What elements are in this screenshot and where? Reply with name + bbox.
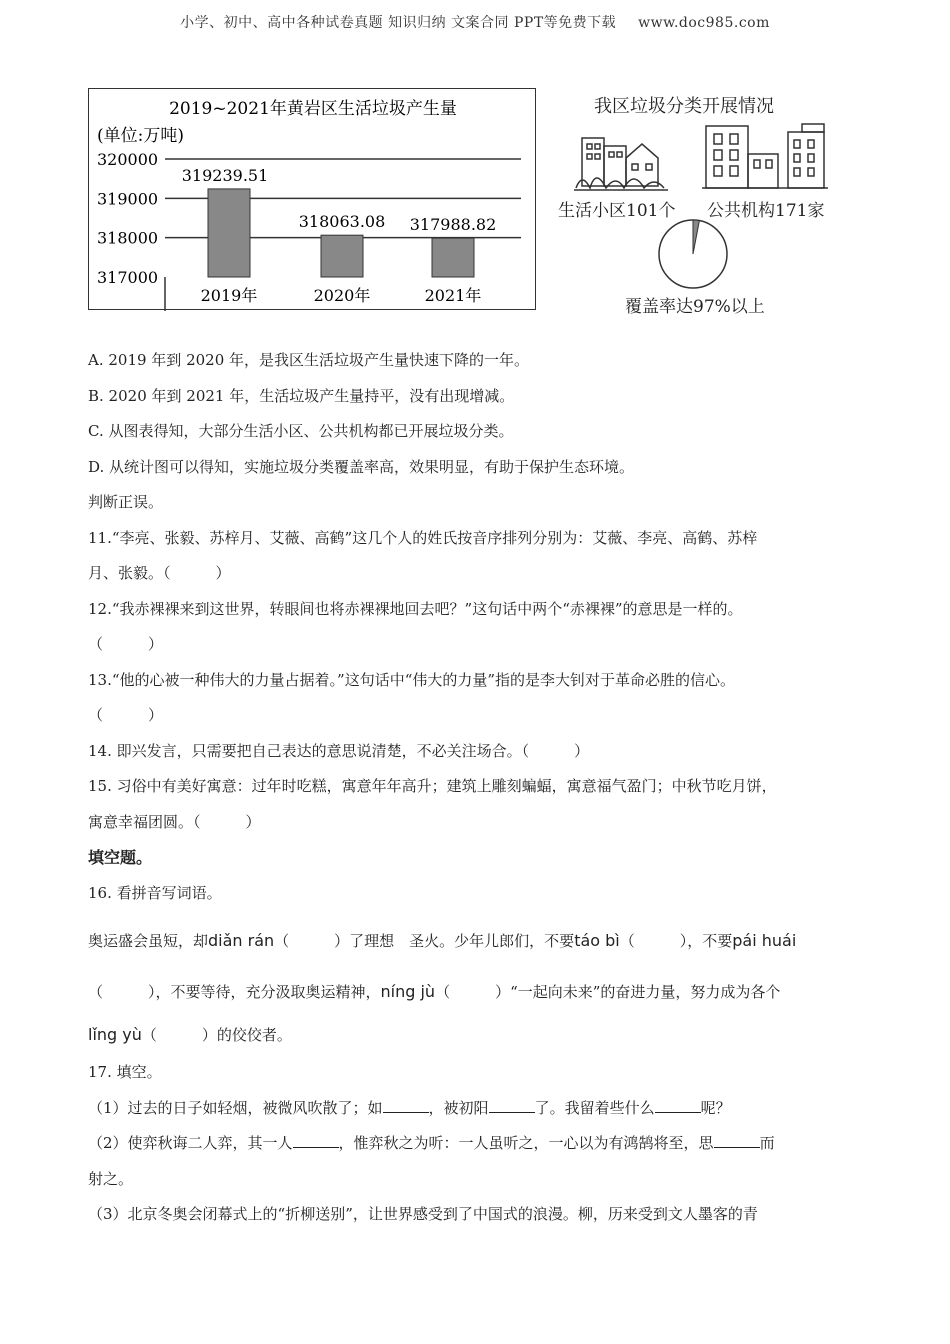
institution-icon (702, 124, 828, 188)
q17-text: 而 (759, 1134, 775, 1152)
question-13-line1: 13.“他的心被一种伟大的力量占据着。”这句话中“伟大的力量”指的是李大钊对于革命必胜的信心。 (88, 670, 736, 689)
question-16-line2 (88, 969, 878, 1015)
q16-text: （ ）了理想 圣火。少年儿郎们，不要 (274, 932, 575, 950)
question-17-1 (88, 1091, 878, 1127)
q17-text: （2）使弈秋诲二人弈，其一人 (88, 1134, 293, 1152)
q17-text: 了。我留着些什么 (534, 1098, 655, 1117)
answer-blank[interactable] (489, 1097, 535, 1113)
question-16-title: 16. 看拼音写词语。 (88, 883, 222, 902)
y-tick-label: 319000 (97, 189, 159, 209)
chart-canvas (89, 89, 537, 311)
y-tick-label: 320000 (97, 150, 159, 169)
q16-text: 奥运盛会虽短，却 (88, 932, 209, 950)
question-11-line2: 月、张毅。（ ） (88, 564, 231, 582)
option-b: B. 2020 年到 2021 年，生活垃圾产生量持平，没有出现增减。 (88, 386, 515, 405)
q16-pinyin: pái huái (732, 931, 797, 950)
x-tick-label: 2020年 (313, 286, 371, 305)
chart-unit-label: (单位:万吨) (97, 126, 184, 146)
bar (432, 238, 474, 277)
q16-pinyin: níng jù (380, 982, 436, 1001)
option-c: C. 从图表得知，大部分生活小区、公共机构都已开展垃圾分类。 (88, 422, 514, 440)
answer-blank[interactable] (293, 1132, 339, 1148)
question-17-title: 17. 填空。 (88, 1063, 162, 1081)
q17-text: ，惟弈秋之为听：一人虽听之，一心以为有鸿鹄将至，思 (338, 1134, 714, 1152)
header-text: 小学、初中、高中各种试卷真题 知识归纳 文案合同 PPT等免费下载 (180, 15, 617, 31)
y-tick-label: 318000 (97, 228, 159, 248)
q16-text: （ ），不要 (619, 932, 733, 950)
question-16-line3 (88, 1015, 878, 1055)
y-tick-label: 317000 (97, 268, 159, 287)
option-d: D. 从统计图可以得知，实施垃圾分类覆盖率高，效果明显，有助于保护生态环境。 (88, 457, 635, 476)
info-title: 我区垃圾分类开展情况 (594, 96, 774, 117)
question-12-line2: （ ） (88, 635, 164, 653)
chart-title: 2019~2021年黄岩区生活垃圾产生量 (169, 99, 457, 119)
question-12-line1: 12.“我赤裸裸来到这世界，转眼间也将赤裸裸地回去吧？”这句话中两个“赤裸裸”的意思是一样的。 (88, 599, 743, 618)
q16-pinyin: táo bì (574, 931, 620, 950)
tf-heading: 判断正误。 (88, 493, 164, 511)
question-content (88, 343, 878, 1233)
q16-pinyin: diǎn rán (208, 931, 275, 950)
question-17-3: （3）北京冬奥会闭幕式上的“折柳送别”，让世界感受到了中国式的浪漫。柳，历来受到文人墨客的青 (88, 1205, 758, 1223)
sorting-info-graphic (552, 88, 842, 318)
q17-text: （1）过去的日子如轻烟，被微风吹散了；如 (88, 1098, 383, 1117)
coverage-label: 覆盖率达97%以上 (625, 297, 765, 317)
q17-text: ，被初阳 (428, 1098, 489, 1117)
x-tick-label: 2021年 (424, 286, 482, 305)
q16-text: （ ），不要等待，充分汲取奥运精神， (88, 983, 381, 1001)
q16-pinyin: lǐng yù (88, 1025, 142, 1044)
institution-count: 公共机构171家 (707, 201, 825, 221)
header-site[interactable]: www.doc985.com (638, 15, 770, 31)
q17-text: 呢？ (700, 1098, 731, 1117)
answer-blank[interactable] (714, 1132, 760, 1148)
option-a: A. 2019 年到 2020 年，是我区生活垃圾产生量快速下降的一年。 (88, 351, 530, 369)
q16-text: （ ）的佼佼者。 (141, 1026, 292, 1044)
answer-blank[interactable] (655, 1097, 701, 1113)
bar (208, 189, 250, 277)
bar-chart (88, 88, 536, 310)
bar-value-label: 318063.08 (298, 212, 386, 232)
question-16-line1 (88, 919, 878, 963)
question-13-line2: （ ） (88, 706, 164, 724)
bar-value-label: 319239.51 (181, 165, 269, 185)
page-header (0, 12, 950, 32)
bar-value-label: 317988.82 (409, 215, 497, 235)
bar (321, 235, 363, 277)
question-17-2-cont: 射之。 (88, 1169, 134, 1188)
question-14: 14. 即兴发言，只需要把自己表达的意思说清楚，不必关注场合。（ ） (88, 741, 590, 760)
question-11-line1: 11.“李亮、张毅、苏梓月、艾薇、高鹤”这几个人的姓氏按音序排列分别为：艾薇、李亮、高鹤、苏梓 (88, 528, 758, 547)
q16-text: （ ）“一起向未来”的奋进力量，努力成为各个 (435, 983, 781, 1001)
x-tick-label: 2019年 (200, 286, 258, 305)
community-count: 生活小区101个 (558, 201, 676, 221)
community-icon (574, 138, 668, 190)
fill-heading: 填空题。 (88, 848, 153, 867)
answer-blank[interactable] (383, 1097, 429, 1113)
question-15-line2: 寓意幸福团圆。（ ） (88, 812, 261, 831)
question-15-line1: 15. 习俗中有美好寓意：过年时吃糕，寓意年年高升；建筑上雕刻蝙蝠，寓意福气盈门；中秋节吃月饼， (88, 777, 777, 795)
question-17-2 (88, 1126, 878, 1162)
